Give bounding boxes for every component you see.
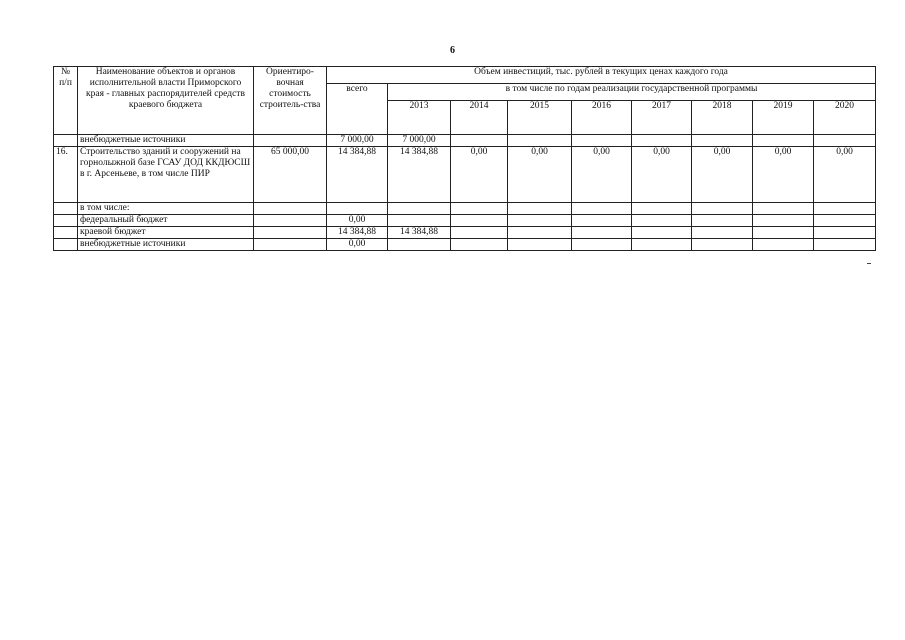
cell-year <box>572 239 632 251</box>
cell-year <box>753 135 814 147</box>
cell-total: 7 000,00 <box>327 135 388 147</box>
cell-year <box>388 239 451 251</box>
cell-year <box>388 203 451 215</box>
cell-year <box>692 227 753 239</box>
cell-num <box>54 227 78 239</box>
cell-year <box>692 203 753 215</box>
table-row <box>54 215 876 227</box>
cell-year: 14 384,88 <box>388 147 451 203</box>
header-cost: Ориентиро-вочная стоимость строитель-ства <box>254 67 327 135</box>
table-row <box>54 227 876 239</box>
cell-year: 14 384,88 <box>388 227 451 239</box>
cell-year <box>508 239 572 251</box>
header-num: № п/п <box>54 67 78 135</box>
header-year: 2017 <box>632 101 692 135</box>
table-row <box>54 239 876 251</box>
cell-year <box>451 227 508 239</box>
header-by-years: в том числе по годам реализации государственной программы <box>388 84 876 101</box>
cell-year: 0,00 <box>572 147 632 203</box>
cell-year <box>814 239 876 251</box>
cell-year <box>814 227 876 239</box>
cell-year <box>632 203 692 215</box>
cell-year <box>632 227 692 239</box>
cell-year <box>753 227 814 239</box>
cell-cost <box>254 215 327 227</box>
header-year: 2016 <box>572 101 632 135</box>
cell-year: 7 000,00 <box>388 135 451 147</box>
header-year: 2013 <box>388 101 451 135</box>
cell-year <box>814 135 876 147</box>
cell-year <box>508 203 572 215</box>
cell-cost <box>254 203 327 215</box>
cell-year <box>692 239 753 251</box>
cell-year <box>572 227 632 239</box>
cell-year <box>692 135 753 147</box>
cell-num <box>54 215 78 227</box>
cell-name: краевой бюджет <box>78 227 254 239</box>
cell-year <box>508 227 572 239</box>
cell-year <box>572 135 632 147</box>
cell-year <box>508 135 572 147</box>
header-year: 2020 <box>814 101 876 135</box>
cell-year <box>753 203 814 215</box>
header-year: 2019 <box>753 101 814 135</box>
cell-total: 0,00 <box>327 239 388 251</box>
header-year: 2014 <box>451 101 508 135</box>
cell-year: 0,00 <box>632 147 692 203</box>
cell-year <box>451 215 508 227</box>
cell-num: 16. <box>54 147 78 203</box>
header-year: 2018 <box>692 101 753 135</box>
header-row-1 <box>54 67 876 84</box>
cell-total <box>327 203 388 215</box>
table-row <box>54 147 876 203</box>
cell-cost <box>254 227 327 239</box>
table-row <box>54 135 876 147</box>
cell-name: Строительство зданий и сооружений на горнолыжной базе ГСАУ ДОД ККДЮСШ в г. Арсеньеве, в том числе ПИР <box>78 147 254 203</box>
cell-name: в том числе: <box>78 203 254 215</box>
cell-year <box>632 215 692 227</box>
cell-year <box>753 215 814 227</box>
cell-cost <box>254 135 327 147</box>
cell-year: 0,00 <box>753 147 814 203</box>
cell-cost: 65 000,00 <box>254 147 327 203</box>
table-row <box>54 203 876 215</box>
investment-table <box>53 66 876 251</box>
page-number: 6 <box>450 45 455 56</box>
cell-year <box>451 239 508 251</box>
cell-year: 0,00 <box>814 147 876 203</box>
header-name: Наименование объектов и органов исполнительной власти Приморского края - главных распорядителей средств краевого бюджета <box>78 67 254 135</box>
cell-year <box>814 215 876 227</box>
scan-mark <box>867 263 871 264</box>
cell-year <box>572 203 632 215</box>
cell-total: 14 384,88 <box>327 147 388 203</box>
cell-name: внебюджетные источники <box>78 239 254 251</box>
cell-year <box>814 203 876 215</box>
cell-num <box>54 135 78 147</box>
cell-year <box>508 215 572 227</box>
header-total: всего <box>327 84 388 135</box>
cell-year <box>632 239 692 251</box>
cell-year <box>632 135 692 147</box>
header-year: 2015 <box>508 101 572 135</box>
cell-cost <box>254 239 327 251</box>
cell-year: 0,00 <box>451 147 508 203</box>
cell-year <box>753 239 814 251</box>
cell-year: 0,00 <box>508 147 572 203</box>
header-volume: Объем инвестиций, тыс. рублей в текущих ценах каждого года <box>327 67 876 84</box>
cell-total: 0,00 <box>327 215 388 227</box>
cell-num <box>54 239 78 251</box>
cell-name: внебюджетные источники <box>78 135 254 147</box>
cell-year <box>692 215 753 227</box>
cell-year <box>388 215 451 227</box>
cell-name: федеральный бюджет <box>78 215 254 227</box>
cell-year <box>451 135 508 147</box>
cell-year <box>572 215 632 227</box>
cell-total: 14 384,88 <box>327 227 388 239</box>
cell-year: 0,00 <box>692 147 753 203</box>
cell-year <box>451 203 508 215</box>
cell-num <box>54 203 78 215</box>
